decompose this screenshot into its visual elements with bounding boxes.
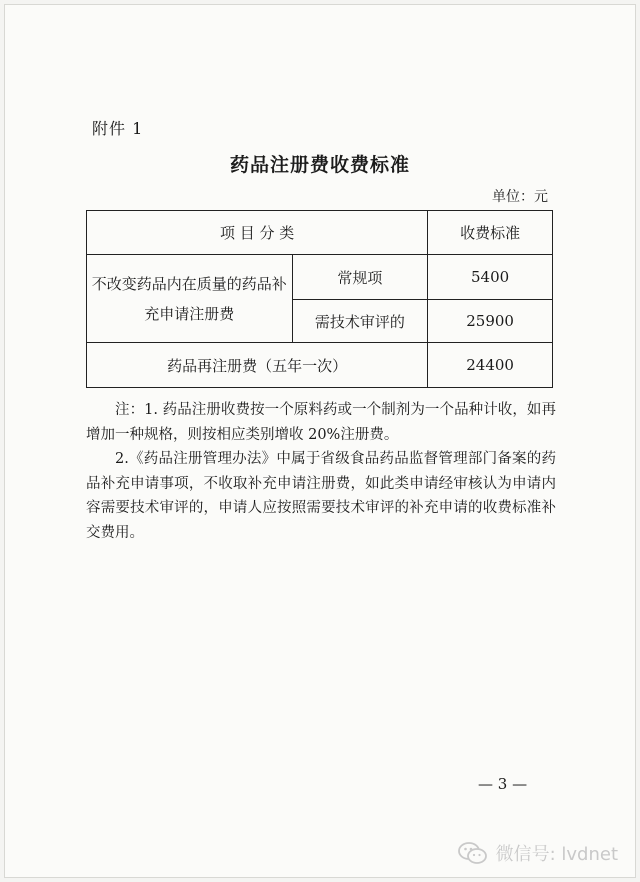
header-fee-cell: 收费标准 xyxy=(428,211,553,255)
watermark-text: 微信号: lvdnet xyxy=(495,844,618,865)
item-cell: 需技术审评的 xyxy=(292,300,428,343)
wechat-watermark xyxy=(458,840,618,866)
fee-cell: 25900 xyxy=(428,300,553,343)
note-paragraph: 注：1. 药品注册收费按一个原料药或一个制剂为一个品种计收，如再增加一种规格，则按相应类别增收 20%注册费。 xyxy=(86,402,556,443)
table-row xyxy=(87,255,553,300)
reregistration-category-cell: 药品再注册费（五年一次） xyxy=(87,343,428,388)
supplement-category-cell: 不改变药品内在质量的药品补充申请注册费 xyxy=(87,255,293,343)
table-header-row xyxy=(87,211,553,255)
fee-cell: 5400 xyxy=(428,255,553,300)
fee-cell: 24400 xyxy=(428,343,553,388)
document-title: 药品注册费收费标准 xyxy=(229,154,410,176)
header-category-cell: 项 目 分 类 xyxy=(87,211,428,255)
notes-section xyxy=(86,398,556,545)
page-number: — 3 — xyxy=(478,775,528,793)
table-row xyxy=(87,343,553,388)
unit-label: 单位：元 xyxy=(492,189,548,205)
item-cell: 常规项 xyxy=(292,255,428,300)
fee-table xyxy=(86,210,553,388)
wechat-icon xyxy=(458,841,488,865)
attachment-label: 附件 1 xyxy=(92,119,144,138)
note-paragraph: 2.《药品注册管理办法》中属于省级食品药品监督管理部门备案的药品补充申请事项，不收取补充申请注册费，如此类申请经审核认为申请内容需要技术审评的，申请人应按照需要技术审评的补充申请的收费标准补交费用。 xyxy=(86,451,556,541)
